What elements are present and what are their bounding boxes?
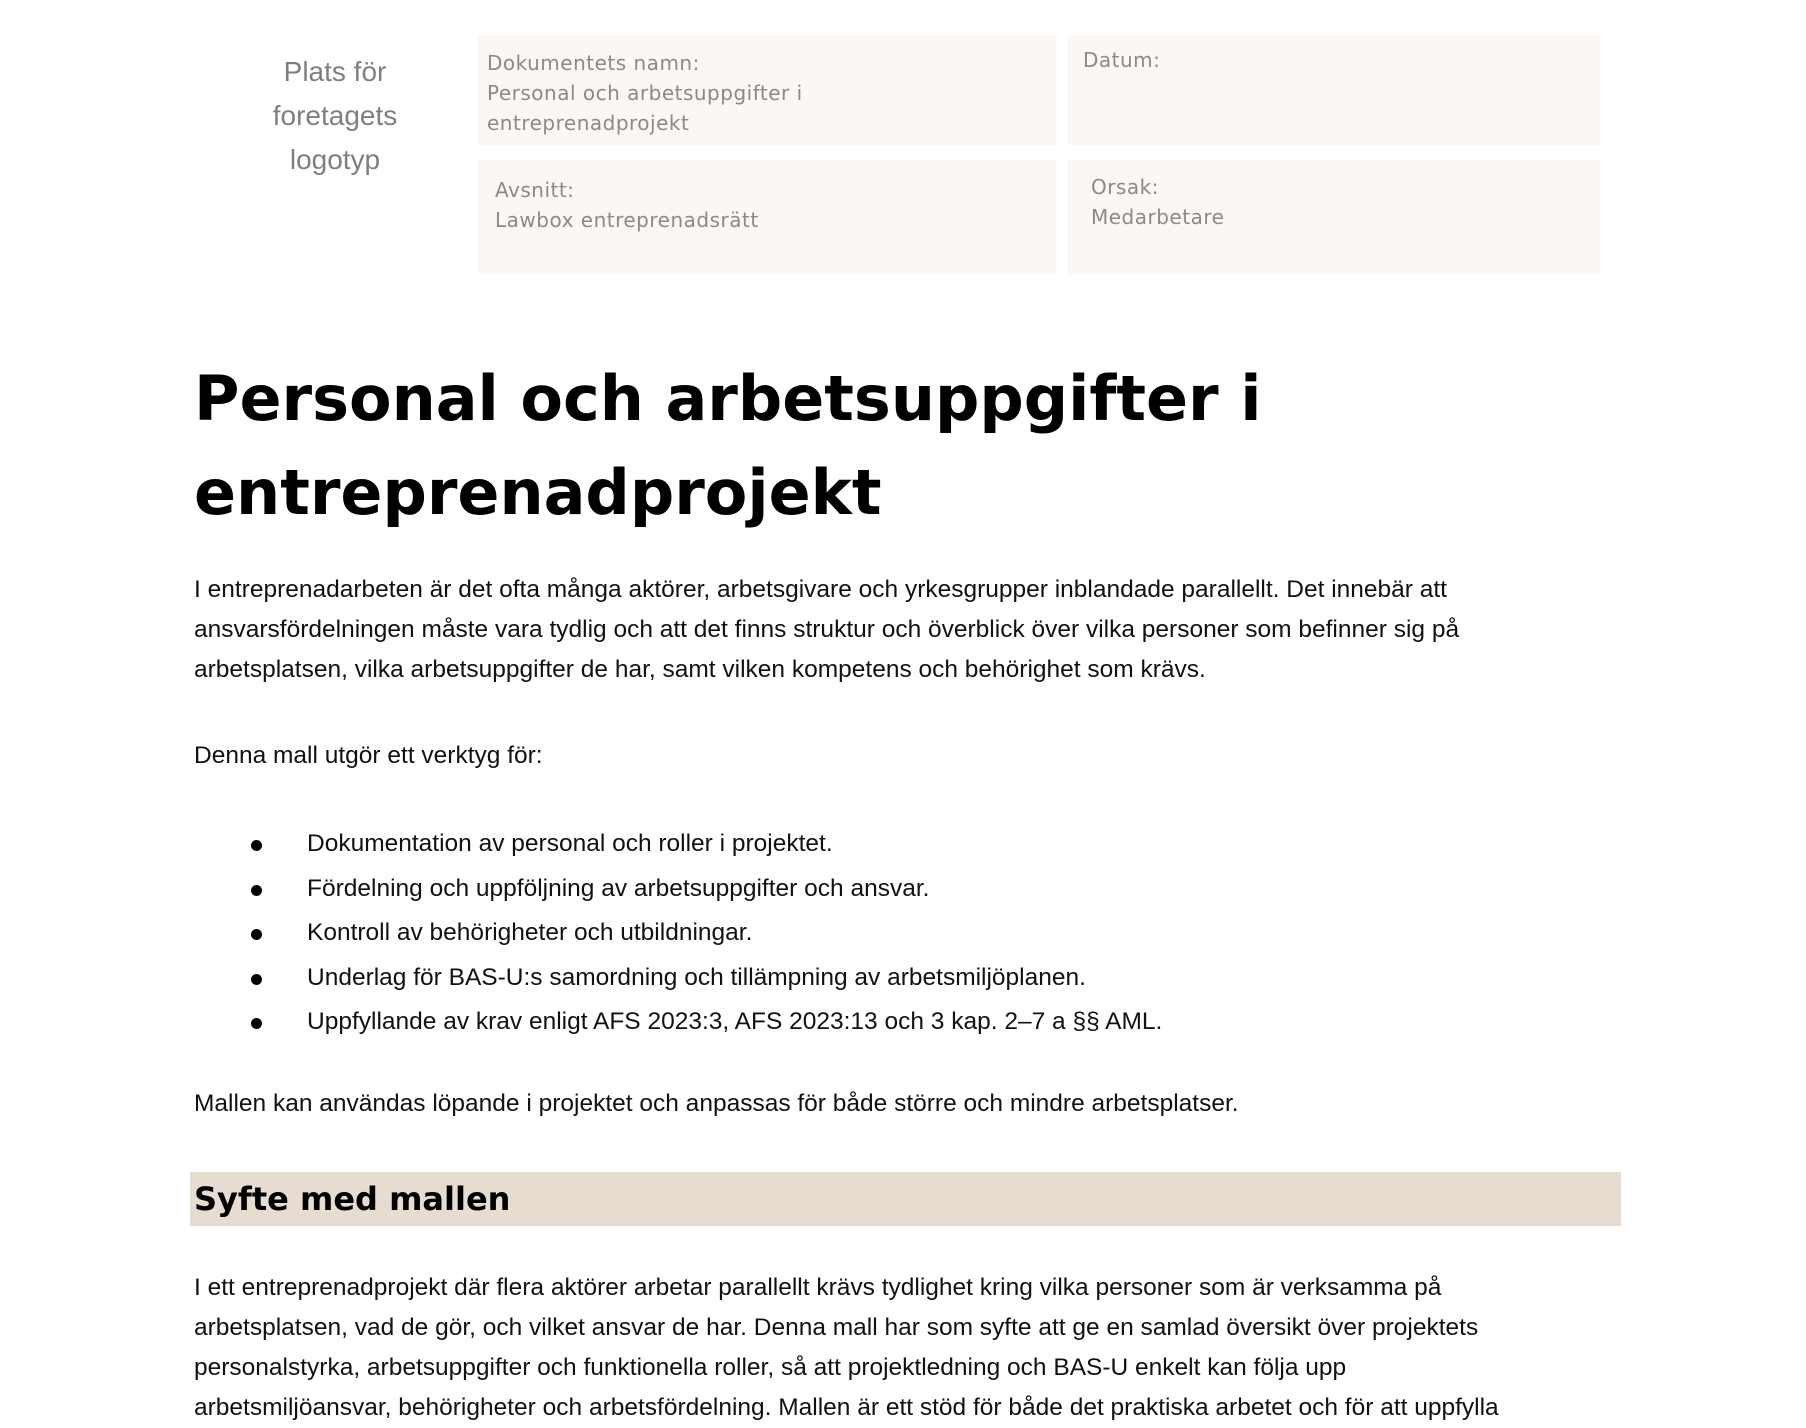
reason-label: Orsak: xyxy=(1091,175,1159,199)
intro-line: arbetsplatsen, vilka arbetsuppgifter de har, samt vilken kompetens och behörighet som krävs. xyxy=(194,656,1206,683)
list-item-text: Dokumentation av personal och roller i projektet. xyxy=(307,830,833,857)
list-item xyxy=(194,822,1614,867)
intro-line: I entreprenadarbeten är det ofta många aktörer, arbetsgivare och yrkesgrupper inblandade parallellt. Det innebär att xyxy=(194,576,1447,603)
bullet-icon xyxy=(251,974,262,985)
document-name-value-line: Personal och arbetsuppgifter i xyxy=(487,81,803,105)
section-label: Avsnitt: xyxy=(495,178,575,202)
list-item-text: Fördelning och uppföljning av arbetsuppgifter och ansvar. xyxy=(307,874,930,902)
section-heading: Syfte med mallen xyxy=(190,1172,1621,1226)
purpose-line: I ett entreprenadprojekt där flera aktörer arbetar parallellt krävs tydlighet kring vilka personer som är verksamma på xyxy=(194,1274,1442,1301)
purpose-line: arbetsplatsen, vad de gör, och vilket ansvar de har. Denna mall har som syfte att ge en samlad översikt över projektets xyxy=(194,1314,1479,1341)
section-value: Lawbox entreprenadsrätt xyxy=(495,208,759,232)
purpose-line: arbetsmiljöansvar, behörigheter och arbetsfördelning. Mallen är ett stöd för både det praktiska arbetet och för att uppfylla xyxy=(194,1394,1499,1421)
document-name-value-line: entreprenadprojekt xyxy=(487,111,690,135)
list-item xyxy=(194,956,1614,1001)
usage-paragraph: Mallen kan användas löpande i projektet och anpassas för både större och mindre arbetsplatser. xyxy=(194,1090,1239,1117)
logo-placeholder-line: Plats för xyxy=(283,56,387,87)
logo-placeholder-line: foretagets xyxy=(272,100,398,131)
page-title-line: entreprenadprojekt xyxy=(194,456,882,529)
purpose-paragraph xyxy=(194,1268,1614,1428)
date-label: Datum: xyxy=(1083,48,1161,72)
intro-paragraph xyxy=(194,570,1614,690)
document-name-label: Dokumentets namn: xyxy=(487,51,700,75)
section-field xyxy=(478,160,1056,274)
page-title-line: Personal och arbetsuppgifter i xyxy=(194,362,1262,435)
bullet-icon xyxy=(251,885,262,896)
page-title xyxy=(194,352,1594,540)
list-item xyxy=(194,1000,1614,1045)
list-item xyxy=(194,911,1614,956)
logo-placeholder xyxy=(230,50,440,182)
date-field xyxy=(1068,35,1600,145)
reason-field xyxy=(1068,160,1600,274)
bullet-icon xyxy=(251,840,262,851)
intro-line: ansvarsfördelningen måste vara tydlig och att det finns struktur och överblick över vilka personer som befinner sig på xyxy=(194,616,1460,643)
list-item xyxy=(194,867,1614,912)
lead-in-paragraph: Denna mall utgör ett verktyg för: xyxy=(194,742,543,769)
tool-purpose-list xyxy=(194,822,1614,1045)
purpose-line: personalstyrka, arbetsuppgifter och funktionella roller, så att projektledning och BAS-U enkelt kan följa upp xyxy=(194,1354,1347,1381)
list-item-text: Uppfyllande av krav enligt AFS 2023:3, AFS 2023:13 och 3 kap. 2–7 a §§ AML. xyxy=(307,1008,1163,1035)
logo-placeholder-line: logotyp xyxy=(289,144,381,175)
document-name-field xyxy=(478,35,1056,145)
bullet-icon xyxy=(251,929,262,940)
list-item-text: Underlag för BAS-U:s samordning och tillämpning av arbetsmiljöplanen. xyxy=(307,963,1086,991)
reason-value: Medarbetare xyxy=(1091,205,1225,229)
bullet-icon xyxy=(251,1018,262,1029)
list-item-text: Kontroll av behörigheter och utbildningar. xyxy=(307,919,753,946)
